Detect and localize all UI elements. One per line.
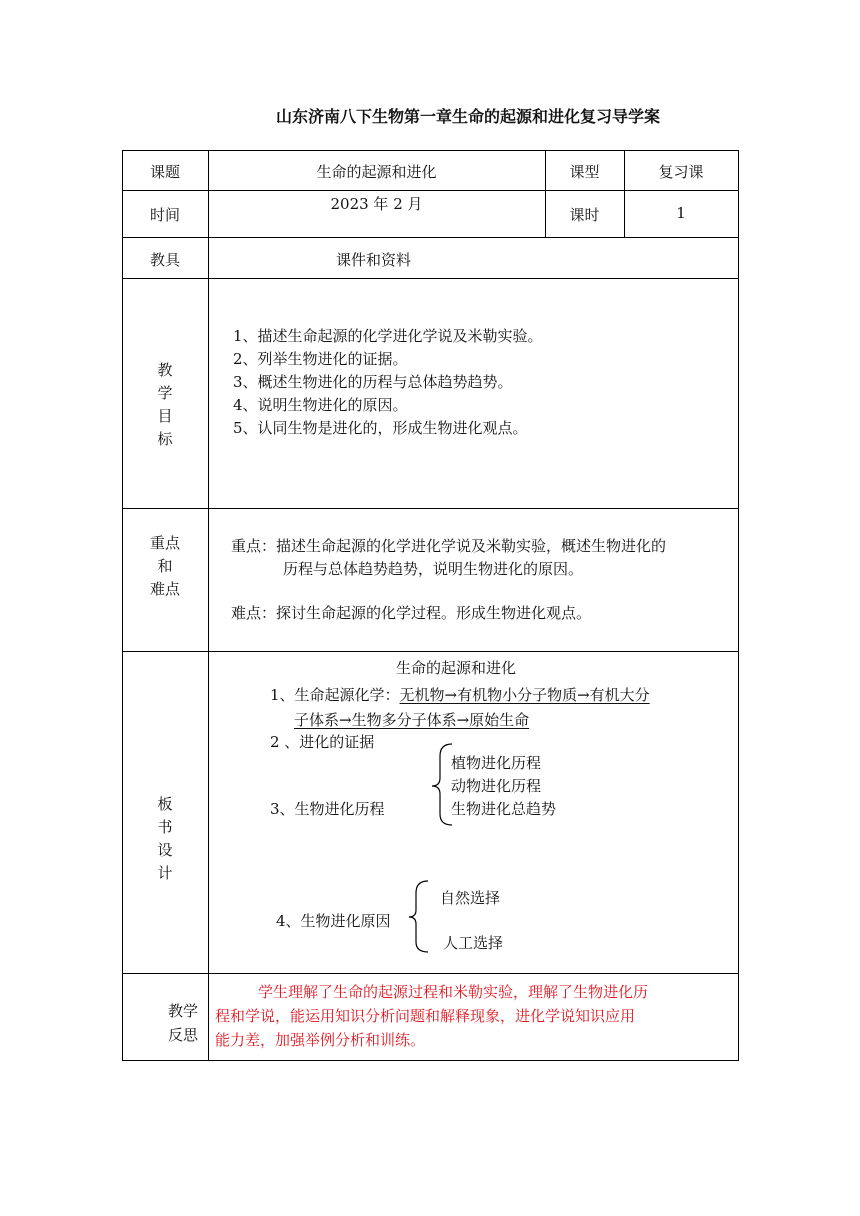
- board-heading: 生命的起源和进化: [396, 659, 517, 677]
- goal-item: 4、说明生物进化的原因。: [233, 396, 408, 414]
- board-item-origin: 1、生命起源化学：无机物→有机物小分子物质→有机大分: [270, 686, 650, 704]
- board-course-branches: 植物进化历程 动物进化历程 生物进化总趋势: [451, 754, 557, 818]
- goal-item: 3、概述生物进化的历程与总体趋势趋势。: [233, 373, 513, 391]
- board-item-origin-continued: 子体系→生物多分子体系→原始生命: [294, 711, 530, 729]
- difficult-point: 难点：探讨生命起源的化学过程。形成生物进化观点。: [231, 604, 592, 622]
- label-time: 时间: [149, 206, 180, 224]
- lesson-type-value: 复习课: [658, 163, 704, 181]
- label-teaching-goals: 教 学 目 标: [157, 361, 173, 448]
- time-value: 2023 年 2 月: [330, 195, 423, 213]
- label-topic: 课题: [149, 163, 180, 181]
- label-teaching-reflection: 教学 反思: [167, 1002, 198, 1044]
- teaching-goals-list: [233, 325, 543, 440]
- goal-item: 2、列举生物进化的证据。: [233, 350, 408, 368]
- label-key-and-difficult: 重点 和 难点: [149, 534, 180, 598]
- teaching-tools-value: 课件和资料: [336, 251, 412, 269]
- goal-item: 5、认同生物是进化的，形成生物进化观点。: [233, 419, 528, 437]
- period-value: 1: [676, 204, 686, 222]
- key-point-line-1: 重点：描述生命起源的化学进化学说及米勒实验，概述生物进化的: [231, 537, 667, 555]
- brace-evolution-course: [432, 744, 452, 825]
- goal-item: 1、描述生命起源的化学进化学说及米勒实验。: [233, 327, 543, 345]
- board-item-course: 3、生物进化历程: [270, 800, 385, 818]
- label-board-design: 板 书 设 计: [157, 795, 173, 882]
- board-item-evidence: 2 、进化的证据: [270, 733, 375, 751]
- document-title: 山东济南八下生物第一章生命的起源和进化复习导学案: [275, 107, 660, 126]
- topic-value: 生命的起源和进化: [316, 163, 437, 181]
- board-cause-natural: 自然选择: [440, 889, 501, 907]
- teaching-reflection-text: 学生理解了生命的起源过程和米勒实验，理解了生物进化历 程和学说，能运用知识分析问题和解释现象，进化学说知识应用 能力差，加强举例分析和训练。: [215, 983, 649, 1049]
- board-cause-artificial: 人工选择: [443, 934, 504, 952]
- board-item-cause: 4、生物进化原因: [276, 912, 391, 930]
- brace-evolution-cause: [409, 881, 428, 952]
- label-teaching-tools: 教具: [149, 251, 180, 269]
- label-period: 课时: [569, 206, 600, 224]
- key-point-line-2: 历程与总体趋势趋势，说明生物进化的原因。: [283, 560, 584, 578]
- label-lesson-type: 课型: [569, 163, 600, 181]
